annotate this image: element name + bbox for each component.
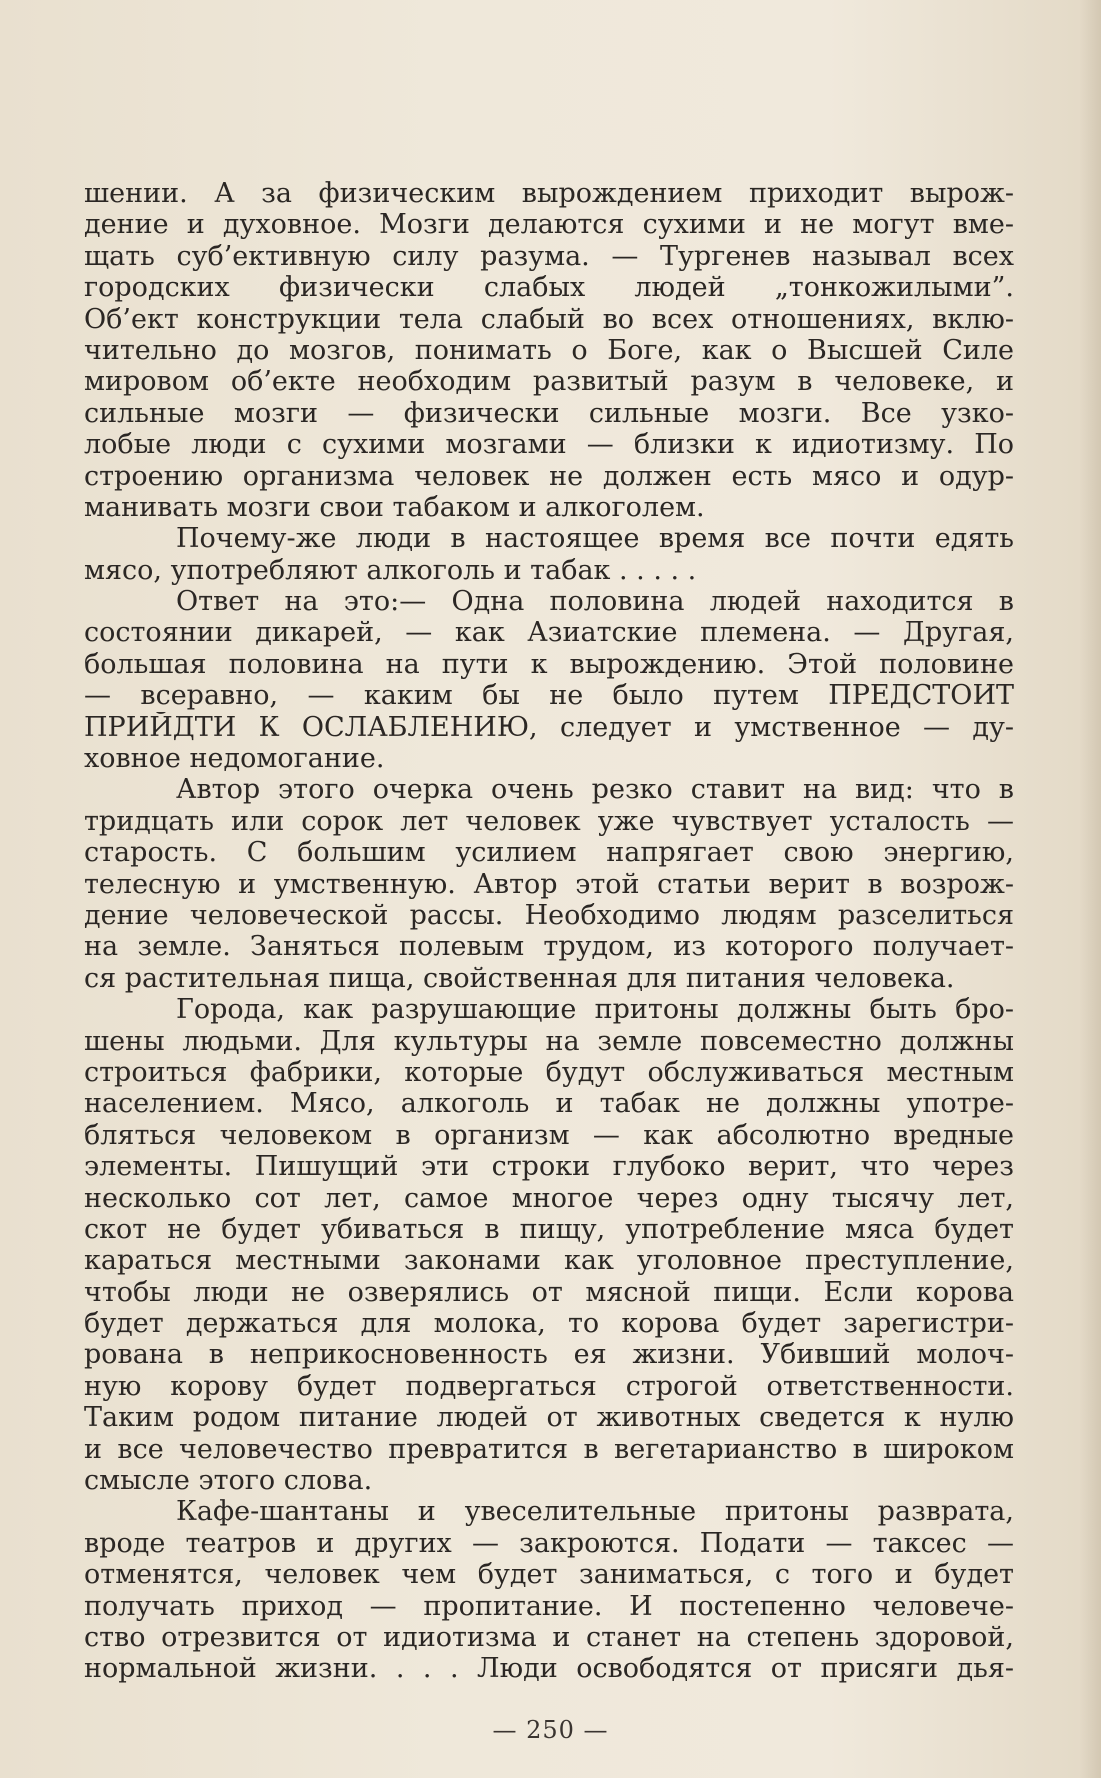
- text-line: караться местными законами как уголовное преступление,: [84, 1245, 1014, 1277]
- text-line: состоянии дикарей, — как Азиатские племена. — Другая,: [84, 617, 1014, 649]
- text-line: Ответ на это:— Одна половина людей находится в: [176, 586, 1014, 618]
- text-line: сильные мозги — физически сильные мозги. Все узко-: [84, 397, 1014, 429]
- text-line: чительно до мозгов, понимать о Боге, как о Высшей Силе: [84, 334, 1014, 366]
- text-line: — всеравно, — каким бы не было путем ПРЕДСТОИТ: [84, 680, 1014, 712]
- text-line: лобые люди с сухими мозгами — близки к идиотизму. По: [84, 429, 1014, 461]
- text-line: городских физически слабых людей „тонкожилыми”.: [84, 272, 1014, 304]
- text-line: щать суб’ективную силу разума. — Тургенев называл всех: [84, 240, 1014, 272]
- text-line: ся растительная пища, свойственная для питания человека.: [84, 962, 955, 994]
- text-line: манивать мозги свои табаком и алкоголем.: [84, 491, 705, 523]
- text-line: скот не будет убиваться в пищу, употребление мяса будет: [84, 1213, 1014, 1245]
- text-line: большая половина на пути к вырождению. Этой половине: [84, 648, 1014, 680]
- text-line: Автор этого очерка очень резко ставит на вид: что в: [176, 774, 1014, 806]
- text-line: шены людьми. Для культуры на земле повсеместно должны: [84, 1025, 1014, 1057]
- text-line: ство отрезвится от идиотизма и станет на степень здоровой,: [84, 1621, 1014, 1653]
- text-line: дение человеческой рассы. Необходимо людям разселиться: [84, 899, 1014, 931]
- text-line: ную корову будет подвергаться строгой ответственности.: [84, 1370, 1014, 1402]
- text-line: получать приход — пропитание. И постепенно человече-: [84, 1590, 1014, 1622]
- text-line: Почему-же люди в настоящее время все почти едять: [176, 523, 1014, 555]
- text-line: мировом об’екте необходим развитый разум в человеке, и: [84, 366, 1014, 398]
- text-line: шении. А за физическим вырождением приходит вырож-: [84, 178, 1014, 209]
- text-line: и все человечество превратится в вегетарианство в широком: [84, 1433, 1014, 1465]
- text-line: на земле. Заняться полевым трудом, из которого получает-: [84, 931, 1014, 963]
- text-line: Об’ект конструкции тела слабый во всех отношениях, вклю-: [84, 303, 1014, 335]
- text-line: рована в неприкосновенность ея жизни. Убивший молоч-: [84, 1339, 1014, 1371]
- text-line: будет держаться для молока, то корова будет зарегистри-: [84, 1308, 1014, 1340]
- text-line: тридцать или сорок лет человек уже чувствует усталость —: [84, 805, 1014, 837]
- text-line: несколько сот лет, самое многое через одну тысячу лет,: [84, 1182, 1014, 1214]
- text-line: Кафе-шантаны и увеселительные притоны разврата,: [176, 1496, 1014, 1528]
- body-text: [84, 178, 1014, 1685]
- text-line: бляться человеком в организм — как абсолютно вредные: [84, 1119, 1014, 1151]
- page-number: — 250 —: [492, 1716, 609, 1744]
- text-line: нормальной жизни. . . . Люди освободятся от присяги дья-: [84, 1653, 1014, 1685]
- text-line: телесную и умственную. Автор этой статьи верит в возрож-: [84, 868, 1014, 900]
- text-line: Города, как разрушающие притоны должны быть бро-: [176, 994, 1014, 1026]
- text-line: населением. Мясо, алкоголь и табак не должны употре-: [84, 1088, 1014, 1120]
- text-line: элементы. Пишущий эти строки глубоко верит, что через: [84, 1151, 1014, 1183]
- text-line: дение и духовное. Мозги делаются сухими и не могут вме-: [84, 209, 1014, 241]
- text-line: ховное недомогание.: [84, 743, 385, 775]
- text-line: старость. С большим усилием напрягает свою энергию,: [84, 837, 1014, 869]
- text-line: чтобы люди не озверялись от мясной пищи. Если корова: [84, 1276, 1014, 1308]
- text-line: отменятся, человек чем будет заниматься, с того и будет: [84, 1559, 1014, 1591]
- text-line: строению организма человек не должен есть мясо и одур-: [84, 460, 1014, 492]
- text-line: Таким родом питание людей от животных сведется к нулю: [84, 1402, 1014, 1434]
- text-line: строиться фабрики, которые будут обслуживаться местным: [84, 1056, 1014, 1088]
- text-line: ПРИЙДТИ К ОСЛАБЛЕНИЮ, следует и умственное — ду-: [84, 711, 1014, 743]
- text-line: смысле этого слова.: [84, 1465, 373, 1497]
- text-line: мясо, употребляют алкоголь и табак . . . . .: [84, 554, 697, 586]
- text-line: вроде театров и других — закроются. Подати — таксес —: [84, 1527, 1014, 1559]
